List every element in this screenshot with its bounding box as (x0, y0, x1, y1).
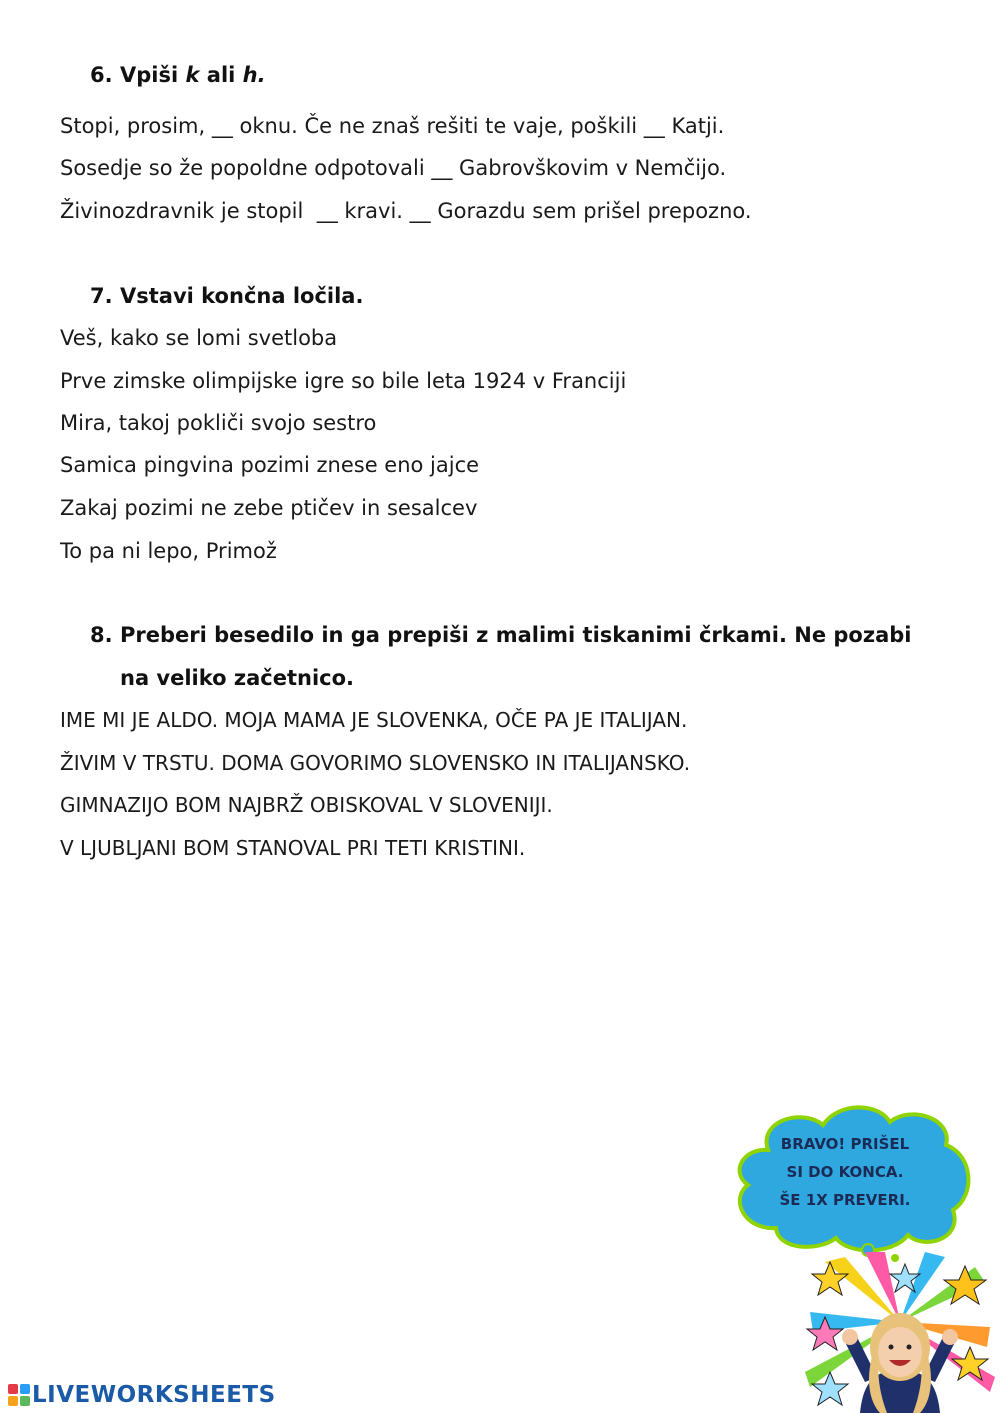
exercise-line: Prve zimske olimpijske igre so bile leta 1924 v Franciji (60, 369, 627, 393)
exercise-line: GIMNAZIJO BOM NAJBRŽ OBISKOVAL V SLOVENIJI. (60, 793, 553, 817)
exercise-line: Zakaj pozimi ne zebe ptičev in sesalcev (60, 496, 478, 520)
exercise-line: Stopi, prosim, __ oknu. Če ne znaš rešiti te vaje, poškili __ Katji. (60, 114, 725, 138)
exercise-line: Živinozdravnik je stopil __ kravi. __ Gorazdu sem prišel prepozno. (60, 199, 752, 223)
section-7-title: Vstavi končna ločila. (120, 284, 364, 308)
section-6-title-start: Vpiši (120, 63, 186, 87)
section-6-title-h: h. (242, 63, 266, 87)
exercise-line: Samica pingvina pozimi znese eno jajce (60, 453, 480, 477)
section-6-title-k: k (185, 63, 200, 87)
logo-blocks-icon (8, 1384, 30, 1406)
bubble-message (760, 1130, 930, 1214)
section-8-title-line1: Preberi besedilo in ga prepiši z malimi tiskanimi črkami. Ne pozabi (120, 623, 912, 647)
exercise-line: V LJUBLJANI BOM STANOVAL PRI TETI KRISTINI. (60, 836, 526, 860)
exercise-line: Veš, kako se lomi svetloba (60, 326, 338, 350)
bubble-line-2: SI DO KONCA. (786, 1163, 904, 1181)
exercise-line: ŽIVIM V TRSTU. DOMA GOVORIMO SLOVENSKO IN ITALIJANSKO. (60, 751, 691, 775)
section-6-heading (90, 61, 266, 89)
logo-text: LIVEWORKSHEETS (32, 1382, 276, 1408)
section-7-number: 7. (90, 284, 113, 308)
section-8-number: 8. (90, 623, 113, 647)
section-8-heading (90, 621, 950, 692)
exercise-line: IME MI JE ALDO. MOJA MAMA JE SLOVENKA, OČE PA JE ITALIJAN. (60, 708, 688, 732)
cheering-avatar-illustration (805, 1252, 995, 1413)
section-7-heading (90, 282, 363, 310)
exercise-line: Sosedje so že popoldne odpotovali __ Gabrovškovim v Nemčijo. (60, 156, 727, 180)
bubble-line-1: BRAVO! PRIŠEL (780, 1135, 910, 1153)
section-6-number: 6. (90, 63, 113, 87)
exercise-line: To pa ni lepo, Primož (60, 539, 277, 563)
exercise-line: Mira, takoj pokliči svojo sestro (60, 411, 377, 435)
section-6-title-mid: ali (199, 63, 243, 87)
bubble-line-3: ŠE 1X PREVERI. (779, 1191, 911, 1209)
liveworksheets-logo (8, 1380, 276, 1410)
section-8-title-line2: na veliko začetnico. (120, 666, 355, 690)
